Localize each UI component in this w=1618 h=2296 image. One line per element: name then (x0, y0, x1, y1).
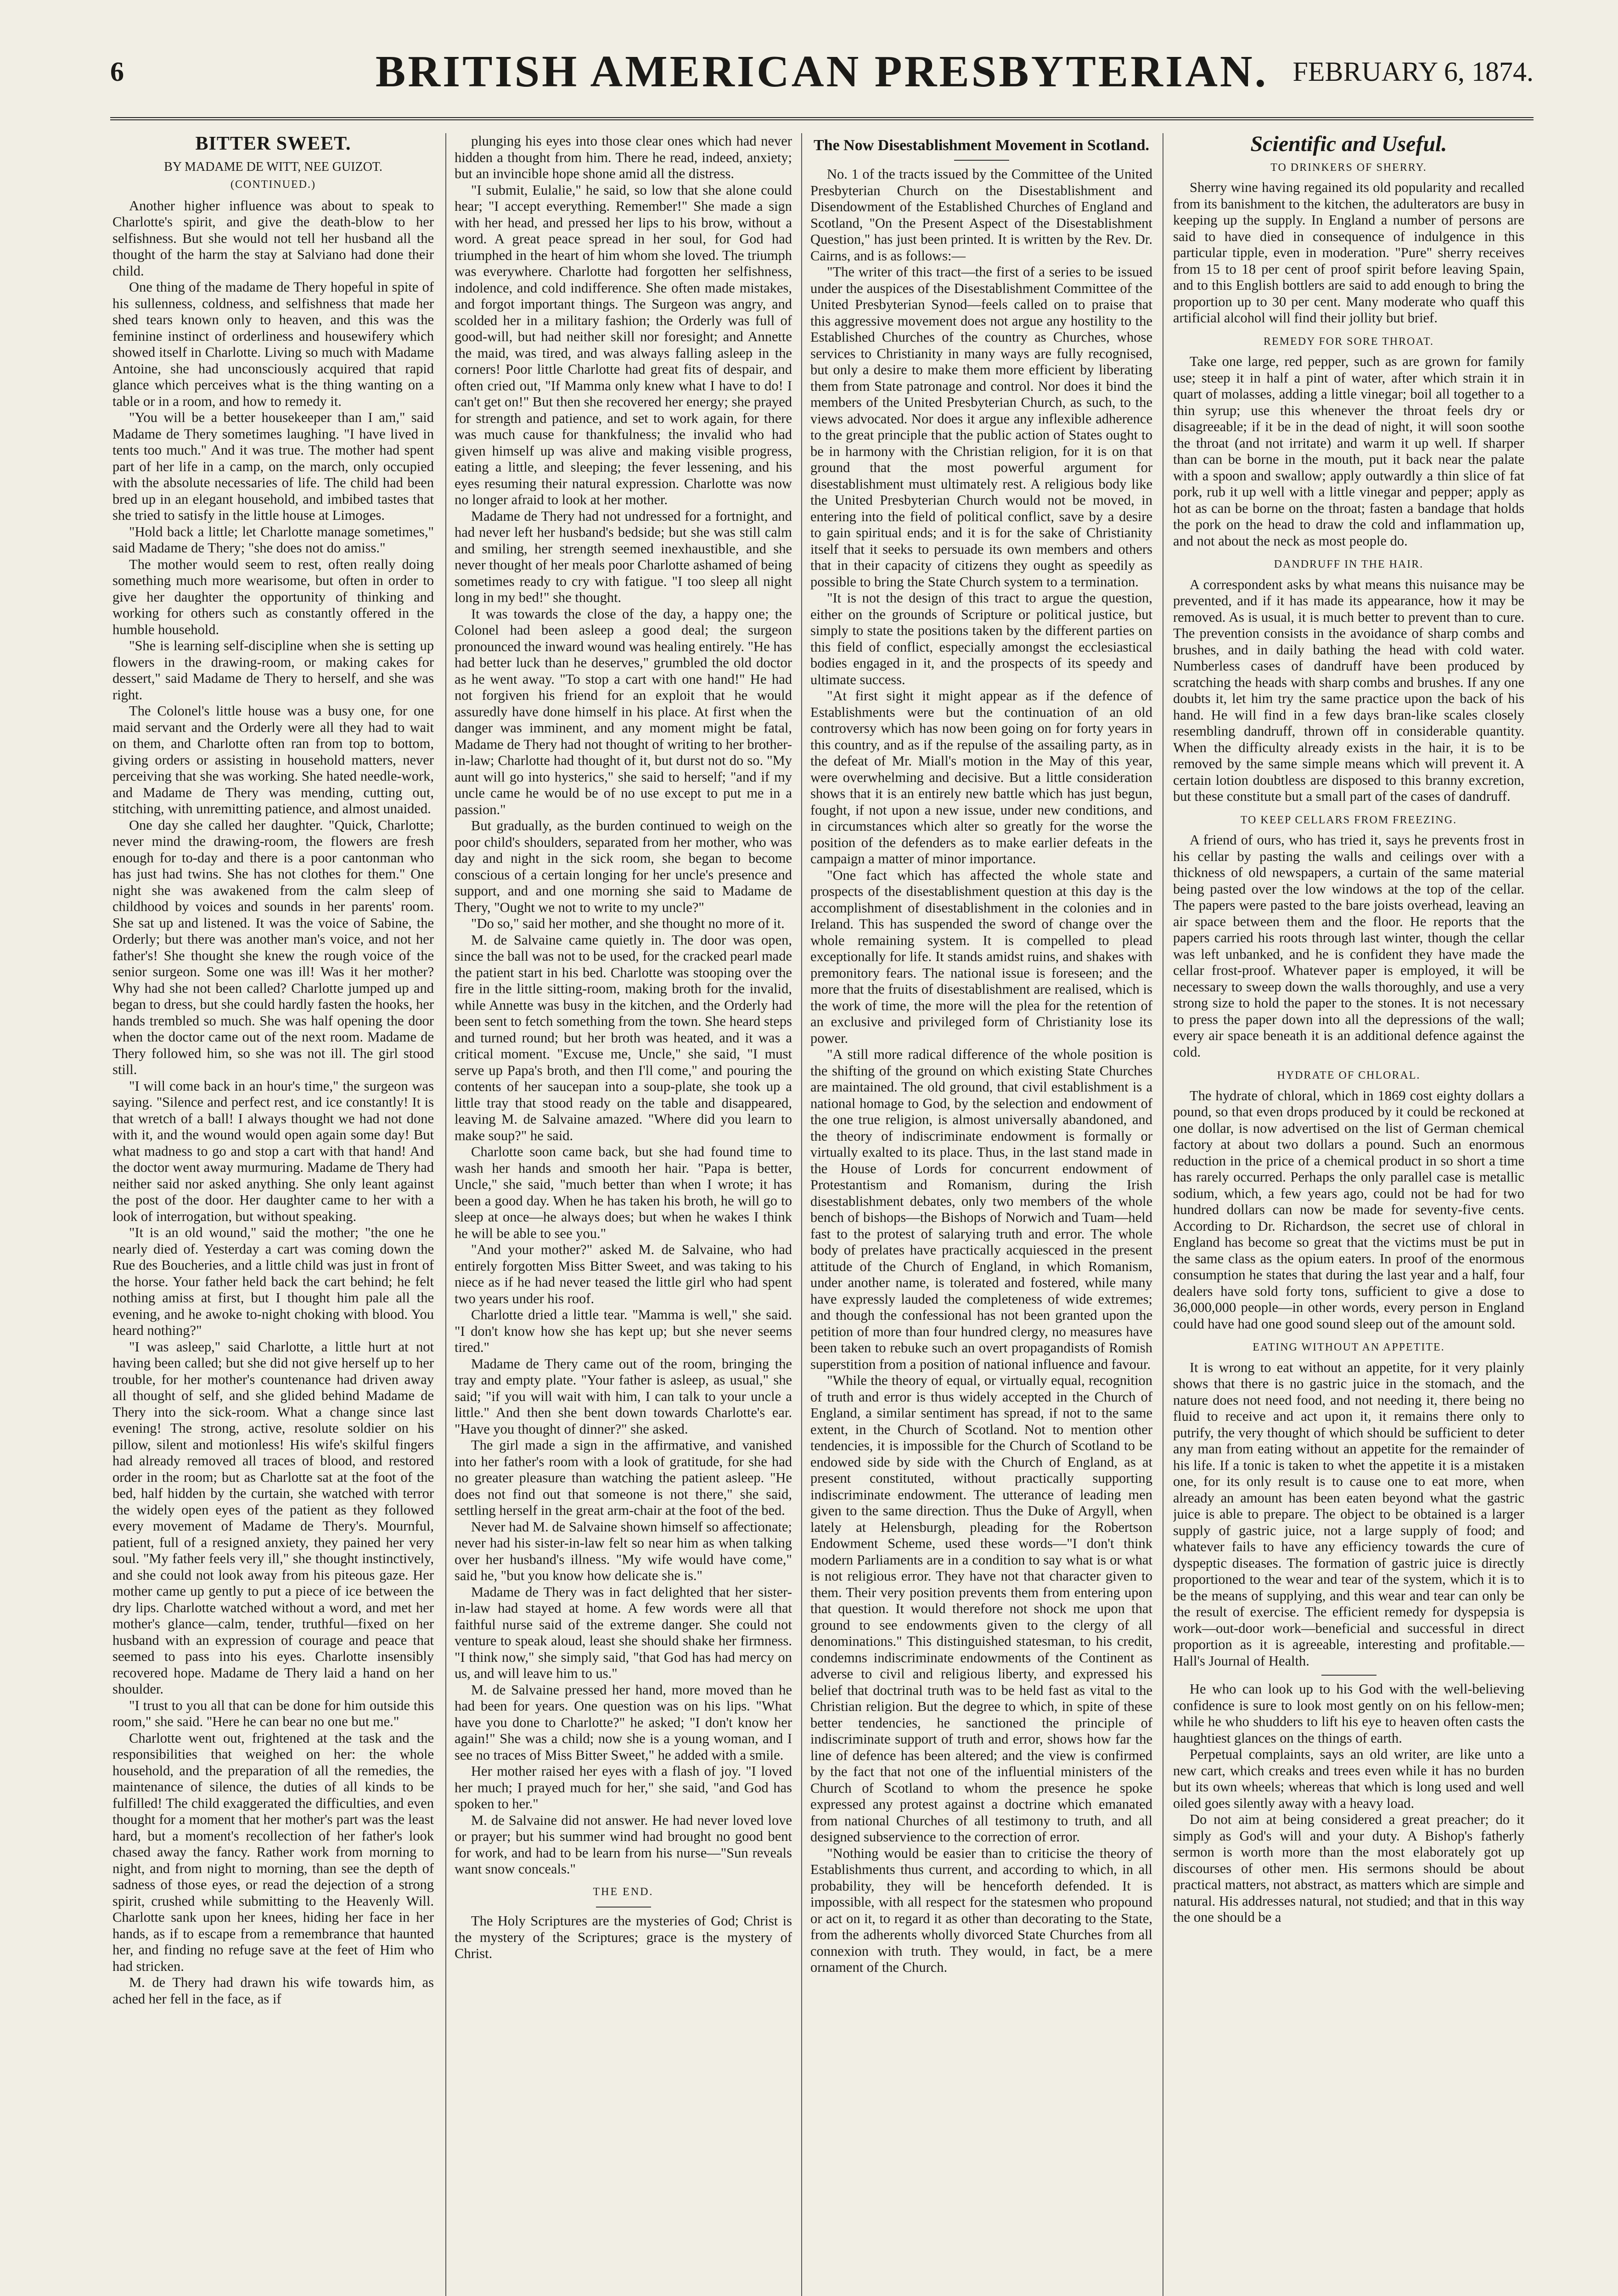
paragraph: "One fact which has affected the whole state and prospects of the disestablishment question at this day is the accomplishment of disestablishment in the colonies and in Ireland. This has suspended the sword of change over the whole remaining system. It is compelled to plead exceptionally for life. It stands amidst ruins, and shakes with premonitory fears. The national issue is foreseen; and the more that the fruits of disestablishment are realised, which is the work of time, the more will the plea for the retention of an exclusive and privileged form of Christianity lose its power. (810, 867, 1152, 1046)
paragraph: Another higher influence was about to speak to Charlotte's spirit, and give the death-blow to her selfishness. But she would not tell her husband all the thought of the harm the stay at Salviano had done their child. (112, 197, 434, 279)
paragraph: "Do so," said her mother, and she thought no more of it. (471, 916, 785, 931)
paragraph: No. 1 of the tracts issued by the Committee of the United Presbyterian Church on the Disestablishment and Disendowment of the Established Churches of England and Scotland, "On the Present Aspect of the Disestablishment Question," has just been printed. It is written by the Rev. Dr. Cairns, and is as follows:— (810, 166, 1152, 264)
page-number: 6 (110, 56, 124, 87)
paragraph: Charlotte soon came back, but she had found time to wash her hands and smooth her hair. "Papa is better, Uncle," she said, "much better than when I wrote; it has been a good day. When he has taken his broth, he will go to sleep at once—he always does; but when he wakes I think he will be able to see you." (455, 1144, 792, 1241)
paragraph: Madame de Thery came out of the room, bringing the tray and empty plate. "Your father is asleep, as usual," she said; "if you will wait with him, I can talk to your uncle a little." And then she bent down towards Charlotte's ear. "Have you thought of dinner?" she asked. (455, 1356, 792, 1437)
paragraph: The Colonel's little house was a busy one, for one maid servant and the Orderly were all they had to wait on them, and Charlotte often ran from top to bottom, giving orders or assisting in household matters, never perceiving that she was working. She hated needle-work, and Madame de Thery was mending, cutting out, stitching, with unremitting patience, and almost unaided. (112, 703, 434, 816)
paragraph: "It is not the design of this tract to argue the question, either on the grounds of Scripture or political justice, but simply to state the positions taken by the different parties on this field of conflict, especially amongst the ecclesiastical bodies engaged in it, and the prospects of its speedy and ultimate success. (810, 590, 1152, 687)
masthead-rule (110, 117, 1534, 120)
paragraph: The mother would seem to rest, often really doing something much more wearisome, but often in order to give her daughter the opportunity of thinking and working for others such as constantly offered in the humble household. (112, 556, 434, 637)
section-heading: DANDRUFF IN THE HAIR. (1274, 558, 1424, 570)
divider (596, 1907, 651, 1908)
paragraph: Sherry wine having regained its old popularity and recalled from its banishment to the kitchen, the adulterators are busy in keeping up the supply. In England a number of persons are said to have died in consequence of indulgence in this particular tipple, even in moderation. "Pure" sherry receives from 15 to 18 per cent of proof spirit before leaving Spain, and to this English bottlers are said to add enough to bring the proportion up to 30 per cent. Many moderate who quaff this artificial alcohol will find their jollity but brief. (1173, 180, 1524, 326)
paragraph: A correspondent asks by what means this nuisance may be prevented, and if it has made its appearance, how it may be removed. As is usual, it is much better to prevent than to cure. The prevention consists in the avoidance of sharp combs and brushes, and in daily bathing the head with cold water. Numberless cases of dandruff have been produced by scratching the heads with sharp combs and brushes. If any one doubts it, let him try the same practice upon the back of his hand. He will find in a few days bran-like scales closely resembling dandruff, thrown off in considerable quantity. When the difficulty already exists in the hair, it is to be removed by the same simple means which will prevent it. A certain lotion doubtless are disposed to this branny excretion, but these constitute but a small part of the cases of dandruff. (1173, 576, 1524, 804)
paragraph: But gradually, as the burden continued to weigh on the poor child's shoulders, separated from her mother, who was day and night in the sick room, she began to become conscious of a certain longing for her uncle's presence and support, and and one morning she said to Madame de Thery, "Ought we not to write to my uncle?" (455, 818, 792, 915)
column-bitter-sweet (112, 133, 434, 2296)
column-scientific-and-useful (1173, 133, 1524, 2296)
paragraph: The girl made a sign in the affirmative, and vanished into her father's room with a look of gratitude, for she had no greater pleasure than watching the patient asleep. "He does not find out that someone is not there," she said, settling herself in the great arm-chair at the foot of the bed. (455, 1437, 792, 1518)
masthead (110, 46, 1534, 119)
section-heading: TO KEEP CELLARS FROM FREEZING. (1240, 814, 1457, 826)
paragraph: Do not aim at being considered a great preacher; do it simply as God's will and your duty. A Bishop's fatherly sermon is worth more than the most elaborately got up discourses of other men. His sermons should be about practical matters, not abstract, as matters which are simple and natural. His addresses natural, not studied; and that in this way the one should be a (1173, 1812, 1524, 1925)
paragraph: "It is an old wound," said the mother; "the one he nearly died of. Yesterday a cart was coming down the Rue des Boucheries, and a little child was just in front of the horse. Your father held back the cart behind; he felt nothing amiss at first, but I thought him pale all the evening, and he awoke to-night choking with blood. You heard nothing?" (112, 1225, 434, 1338)
issue-date: FEBRUARY 6, 1874. (1292, 56, 1534, 87)
section-heading: HYDRATE OF CHLORAL. (1277, 1069, 1421, 1081)
paragraph: Charlotte went out, frightened at the task and the responsibilities that weighed on her: the whole household, and the preparation of all the remedies, the maintenance of silence, the duties of all kinds to be fulfilled! The child exaggerated the difficulties, and even thought for a moment that her mother's part was the least hard, but a moment's recollection of her father's look chased away the fancy. Rather work from morning to night, and from night to morning, than see the depth of sadness of those eyes, or read the dejection of a strong spirit, crushed while submitting to the Heavenly Will. Charlotte sank upon her knees, hiding her face in her hands, as if to escape from a remembrance that haunted her, and finding no refuge save at the feet of Him who had stricken. (112, 1730, 434, 1974)
paragraph: The hydrate of chloral, which in 1869 cost eighty dollars a pound, so that even drops produced by it could be reckoned at one dollar, is now advertised on the list of German chemical factory at about two dollars a pound. Such an enormous reduction in the price of a chemical product in so short a time has rarely occurred. Perhaps the only parallel case is metallic sodium, which, a few years ago, could not be had for two hundred dollars can now be made for seventy-five cents. According to Dr. Richardson, the secret use of chloral in England has become so great that the victims must be put in the same class as the opium eaters. In proof of the enormous consumption he states that during the last year and a half, four dealers have sold forty tons, sufficient to give a dose to 36,000,000 people—in other words, every person in England could have had one good sound sleep out of the amount sold. (1173, 1087, 1524, 1332)
section-heading: REMEDY FOR SORE THROAT. (1264, 335, 1434, 348)
paragraph: Perpetual complaints, says an old writer, are like unto a new cart, which creaks and trees even while it has no burden but its own wheels; whereas that which is long used and well oiled goes silently away with a heavy load. (1173, 1746, 1524, 1811)
divider (954, 160, 1009, 161)
paragraph: M. de Salvaine did not answer. He had never loved love or prayer; but his summer wind had brought no good bent for work, and had to be learn from his nurse—"Sun reveals want snow conceals." (455, 1812, 792, 1877)
column-bitter-sweet-continued (455, 133, 792, 2296)
paragraph: Never had M. de Salvaine shown himself so affectionate; never had his sister-in-law felt so near him as when talking over her husband's illness. "My wife would have come," said he, "but you know how delicate she is." (455, 1519, 792, 1583)
paragraph: "While the theory of equal, or virtually equal, recognition of truth and error is thus widely accepted in the Church of England, a similar sentiment has spread, if not to the same extent, in the Church of Scotland. Not to mention other tendencies, it is impossible for the Church of Scotland to be endowed side by side with the Church of England, as at present constituted, without practically supporting indiscriminate endowment. The utterance of leading men given to the same direction. Thus the Duke of Argyll, when lately at Helensburgh, pleading for the Robertson Endowment Scheme, used these words—"I don't think modern Parliaments are in a condition to say what is or what is not religious error. They have not that character given to them. Their very position prevents them from entering upon that question. It would therefore not shock me upon that ground to see endowments given to the clergy of all denominations." This distinguished statesman, to his credit, condemns indiscriminate endowments of the Continent as adverse to civil and religious liberty, and expressed his belief that doctrinal truth was to be held fast as vital to the Christian religion. But the degree to which, in spite of these better tendencies, he sanctioned the principle of indiscriminate support of truth and error, shows how far the line of defence has been altered; and the view is confirmed by the fact that not one of the influential ministers of the Church of Scotland to whom the presence he spoke expressed any protest against a doctrine which emanated from national Churches of all testimony to truth, and all designed subservience to the correction of error. (810, 1373, 1152, 1845)
divider (1321, 1675, 1376, 1676)
paragraph: The Holy Scriptures are the mysteries of God; Christ is the mystery of the Scriptures; grace is the mystery of Christ. (455, 1913, 792, 1961)
paragraph: It is wrong to eat without an appetite, for it very plainly shows that there is no gastric juice in the stomach, and the nature does not need food, and not needing it, there being no fluid to receive and act upon it, it remains there only to putrify, the very thought of which should be sufficient to deter any man from eating without an appetite for the remainder of his life. If a tonic is taken to whet the appetite it is a mistaken one, for its only result is to cause one to eat more, when already an amount has been eaten beyond what the gastric juice is able to prepare. The object to be obtained is a larger supply of gastric juice, not a large supply of food; and whatever fails to have any efficiency towards the cure of dyspeptic diseases. The formation of gastric juice is directly proportioned to the wear and tear of the system, which it is to be the means of supplying, and this wear and tear can only be the result of exercise. The efficient remedy for dyspepsia is work—out-door work—beneficial and successful in direct proportion as it is agreeable, interesting and profitable.—Hall's Journal of Health. (1173, 1359, 1524, 1669)
paragraph: Take one large, red pepper, such as are grown for family use; steep it in half a pint of water, after which strain it in quart of molasses, adding a little vinegar; boil all together to a thin syrup; use this whenever the throat feels dry or disagreeable; if it be in the dead of night, it will soon soothe the throat (and not irritate) and warm it up well. If sharper than can be borne in the mouth, put it back near the palate with a spoon and swallow; apply outwardly a thin slice of fat pork, rub it up well with a little vinegar and pepper; apply as hot as can be borne on the throat; fasten a bandage that holds the pork on the head to draw the cold and inflammation up, and not about the neck as most people do. (1173, 354, 1524, 549)
paragraph: One day she called her daughter. "Quick, Charlotte; never mind the drawing-room, the flowers are fresh enough for to-day and there is a poor cantonman who has just had twins. She has not clothes for them." One night she was awakened from the calm sleep of childhood by voices and sounds in her parents' room. She sat up and listened. It was the voice of Sabine, the Orderly; but there was another man's voice, and not her father's! She thought she knew the rough voice of the senior surgeon. Some one was ill! Was it her mother? Why had she not been called? Charlotte jumped up and began to dress, but she could hardly fasten the hooks, her hands trembled so much. She was half opening the door when the doctor came out of the next room. Madame de Thery followed him, so she was not ill. The girl stood still. (112, 817, 434, 1077)
story-title: BITTER SWEET. (195, 133, 351, 154)
paragraph: "A still more radical difference of the whole position is the shifting of the ground on which existing State Churches are maintained. The old ground, that civil establishment is a national homage to God, by the selection and endowment of the one true religion, is almost universally abandoned, and the theory of indiscriminate endowment is formally or virtually exalted to its place. Thus, in the last stand made in the House of Lords for concurrent endowment of Protestantism and Romanism, during the Irish disestablishment debates, only two members of the whole bench of bishops—the Bishops of Norwich and Tuam—held fast to the protest of salarying truth and error. The whole body of prelates have practically acquiesced in the present attitude of the Church of England, in which Romanism, under another name, is tolerated and fostered, while many have expressly lauded the completeness of wide extremes; and though the confessional has not been granted upon the petition of more than four hundred clergy, no measures have been taken to rebuke such an overt propagandists of Romish superstition from a position of national influence and favour. (810, 1047, 1152, 1372)
paragraph: "The writer of this tract—the first of a series to be issued under the auspices of the Disestablishment Committee of the United Presbyterian Synod—feels called on to praise that this aggressive movement does not argue any hostility to the Established Churches of the country as Churches, whose services to Christianity in many ways are fully recognised, but only a desire to make them more efficient by liberating them from State patronage and control. Nor does it bind the members of the United Presbyterian Church, as such, to the views advocated. Nor does it argue any inflexible adherence to the great principle that the public action of States ought to be in harmony with the Christian religion, for it is on that ground that the most powerful argument for disestablishment must ultimately rest. A religious body like the United Presbyterian Church would not be moved, in entering into the field of political conflict, save by a desire to gain spiritual ends; and it is for the sake of Christianity itself that it seeks to persuade its own members and others that in their capacity of citizens they ought as speedily as possible to bring the State Church system to a termination. (810, 264, 1152, 590)
newspaper-title: BRITISH AMERICAN PRESBYTERIAN. (375, 47, 1269, 96)
end-label: THE END. (593, 1885, 654, 1898)
paragraph: "I submit, Eulalie," he said, so low that she alone could hear; "I accept everything. Remember!" She made a sign with her head, and pressed her lips to his brow, without a word. A great peace spread in her soul, for God had triumphed in the heart of him whom she loved. The triumph was everywhere. Charlotte had forgotten her selfishness, indolence, and cold indifference. She often made mistakes, and forgot important things. The Surgeon was angry, and scolded her in a military fashion; the Orderly was full of good-will, but had neither skill nor foresight; and Annette the maid, was tired, and was always falling asleep in the corners! Poor little Charlotte had great fits of despair, and often cried out, "If Mamma only knew what I have to do! I can't get on!" But then she recovered her energy; she prayed for strength and patience, and set to work again, for there was much cause for thankfulness; the invalid who had given himself up was alive and making visible progress, eating a little, and sleeping; the fever lessening, and his eyes resuming their natural expression. Charlotte was now no longer afraid to look at her mother. (455, 182, 792, 507)
paragraph: Her mother raised her eyes with a flash of joy. "I loved her much; I prayed much for her," she said, "and God has spoken to her." (455, 1763, 792, 1812)
paragraph: M. de Salvaine came quietly in. The door was open, since the ball was not to be used, for the cracked pearl made the patient start in his bed. Charlotte was stooping over the fire in the little sitting-room, making broth for the invalid, while Annette was busy in the kitchen, and the Orderly had been sent to fetch something from the town. She heard steps and turned round; but her broth was heated, and it was a critical moment. "Excuse me, Uncle," she said, "I must serve up Papa's broth, and then I'll come," and pouring the contents of her saucepan into a soup-plate, she took up a little tray that stood ready on the table and disappeared, leaving M. de Salvaine amazed. "Where did you learn to make soup?" he said. (455, 932, 792, 1143)
paragraph: One thing of the madame de Thery hopeful in spite of his sullenness, coldness, and selfishness that made her shed tears known only to heaven, and this was the feminine instinct of orderliness and housewifery which showed itself in Charlotte. Living so much with Madame Antoine, she had unconsciously acquired that rapid glance which perceives what is the thing wanting on a table or in a room, and how to remedy it. (112, 279, 434, 409)
paragraph: It was towards the close of the day, a happy one; the Colonel had been asleep a good deal; the surgeon pronounced the inward wound was healing entirely. "He has had better luck than he deserves," grumbled the old doctor as he went away. "To stop a cart with one hand!" He had not forgiven his friend for an exploit that he would assuredly have done himself in his place. At first when the danger was imminent, and any moment might be fatal, Madame de Thery had not thought of writing to her brother-in-law; Charlotte had thought of it, but durst not do so. "My aunt will go into hysterics," she said to herself; "and if my uncle came he would be of no use except to put me in a passion." (455, 606, 792, 817)
paragraph: Madame de Thery was in fact delighted that her sister-in-law had stayed at home. A few words were all that faithful nurse said of the extreme danger. She could not venture to speak aloud, least she should shake her firmness. "I think now," she simply said, "that God has had mercy on us, and will leave him to us." (455, 1584, 792, 1681)
paragraph: plunging his eyes into those clear ones which had never hidden a thought from him. There he read, indeed, anxiety; but an invincible hope shone amid all the distress. (455, 133, 792, 181)
paragraph: Madame de Thery had not undressed for a fortnight, and had never left her husband's bedside; but she was still calm and smiling, her strength seemed inexhaustible, and she never thought of her meals poor Charlotte ashamed of being sometimes ready to cry with fatigue. "I too sleep all night long in my bed!" she thought. (455, 508, 792, 605)
paragraph: A friend of ours, who has tried it, says he prevents frost in his cellar by pasting the walls and ceilings over with a thickness of old newspapers, a curtain of the same material being pasted over the low windows at the top of the cellar. The papers were pasted to the bare joists overhead, leaving an air space between them and the floor. He reports that the papers carried his roots through last winter, though the cellar was left unbanked, and he is confident they have made the cellar frost-proof. Whatever paper is employed, it will be necessary to sweep down the walls thoroughly, and use a very strong size to hold the paper to the stones. It is not necessary to press the paper down into all the depressions of the wall; every air space beneath it is an additional defence against the cold. (1173, 832, 1524, 1060)
paragraph: He who can look up to his God with the well-believing confidence is sure to look most gently on on his fellow-men; while he who shudders to lift his eye to heaven often casts the haughtiest glances on the things of earth. (1173, 1681, 1524, 1746)
paragraph: "You will be a better housekeeper than I am," said Madame de Thery sometimes laughing. "I have lived in tents too much." And it was true. The mother had spent part of her life in a camp, on the march, only occupied with the absolute necessaries of life. The child had been bred up in an elegant household, and imbibed tastes that she tried to satisfy in the little house at Limoges. (112, 410, 434, 523)
column-disestablishment (810, 133, 1152, 2296)
paragraph: Charlotte dried a little tear. "Mamma is well," she said. "I don't know how she has kept up; but she never seems tired." (455, 1307, 792, 1355)
paragraph: "I will come back in an hour's time," the surgeon was saying. "Silence and perfect rest, and ice constantly! It is that wretch of a ball! I always thought we had not done with it, and the wound would open again some day! But what madness to go and stop a cart with that hand! And the doctor went away murmuring. Madame de Thery had neither said nor asked anything. She only leant against the post of the door. Her daughter came to her with a look of interrogation, but without speaking. (112, 1078, 434, 1224)
section-heading: EATING WITHOUT AN APPETITE. (1253, 1341, 1445, 1353)
continued-label: (CONTINUED.) (230, 179, 316, 191)
paragraph: M. de Thery had drawn his wife towards him, as ached her fell in the face, as if (112, 1975, 434, 2007)
column-divider (801, 133, 802, 2296)
story-byline: BY MADAME DE WITT, NEE GUIZOT. (164, 159, 382, 174)
paragraph: M. de Salvaine pressed her hand, more moved than he had been for years. One question was on his lips. "What have you done to Charlotte?" he asked; "I don't know her again!" She was a child; now she is a young woman, and I see no traces of Miss Bitter Sweet," he added with a smile. (455, 1682, 792, 1763)
section-masthead: Scientific and Useful. (1250, 133, 1447, 156)
section-heading: TO DRINKERS OF SHERRY. (1270, 161, 1427, 174)
paragraph: "At first sight it might appear as if the defence of Establishments were but the continuation of an old controversy which has now been going on for forty years in this country, and as if the repulse of the assailing party, as in the defeat of Mr. Miall's motion in the May of this year, were overwhelming and decisive. But a little consideration shows that it is an entirely new battle which has just begun, fought, if not upon a new issue, under new conditions, and in circumstances which alter so greatly for the worse the position of the defenders as to make earlier defeats in the campaign a matter of minor importance. (810, 688, 1152, 867)
paragraph: "Nothing would be easier than to criticise the theory of Establishments thus current, and according to which, in all probability, they will be henceforth defended. It is impossible, with all respect for the statesmen who propound or act on it, to regard it as other than decorating to the State, from the adherents wholly divorced State Churches from all connexion with truth. They would, in fact, be a mere ornament of the Church. (810, 1845, 1152, 1975)
paragraph: "Hold back a little; let Charlotte manage sometimes," said Madame de Thery; "she does not do amiss." (112, 523, 434, 556)
paragraph: "I trust to you all that can be done for him outside this room," she said. "Here he can bear no one but me." (112, 1697, 434, 1729)
article-title: The Now Disestablishment Movement in Scotland. (813, 137, 1150, 154)
paragraph: "I was asleep," said Charlotte, a little hurt at not having been called; but she did not give herself up to her trouble, for her mother's countenance had driven away all thought of self, and she glided behind Madame de Thery into the sick-room. What a change since last evening! The strong, active, resolute soldier on his pillow, silent and motionless! His wife's skilful fingers had already removed all traces of blood, and restored order in the room; but as Charlotte sat at the foot of the bed, half hidden by the curtain, she watched with terror the widely open eyes of the patient as they followed every movement of Madame de Thery's. Mournful, patient, full of a resigned anxiety, they pained her very soul. "My father feels very ill," she thought instinctively, and she could not look away from his piteous gaze. Her mother came up gently to put a piece of ice between the dry lips. Charlotte watched without a word, and met her mother's glance—calm, tender, truthful—fixed on her husband with an expression of courage and peace that seemed to pass into his eyes. Charlotte insensibly recovered hope. Madame de Thery laid a hand on her shoulder. (112, 1339, 434, 1697)
paragraph: "And your mother?" asked M. de Salvaine, who had entirely forgotten Miss Bitter Sweet, and was taking to his niece as if he had never teased the little girl who had spent two years under his roof. (455, 1242, 792, 1306)
paragraph: "She is learning self-discipline when she is setting up flowers in the drawing-room, or making cakes for dessert," said Madame de Thery to herself, and she was right. (112, 638, 434, 703)
column-divider (445, 133, 446, 2296)
